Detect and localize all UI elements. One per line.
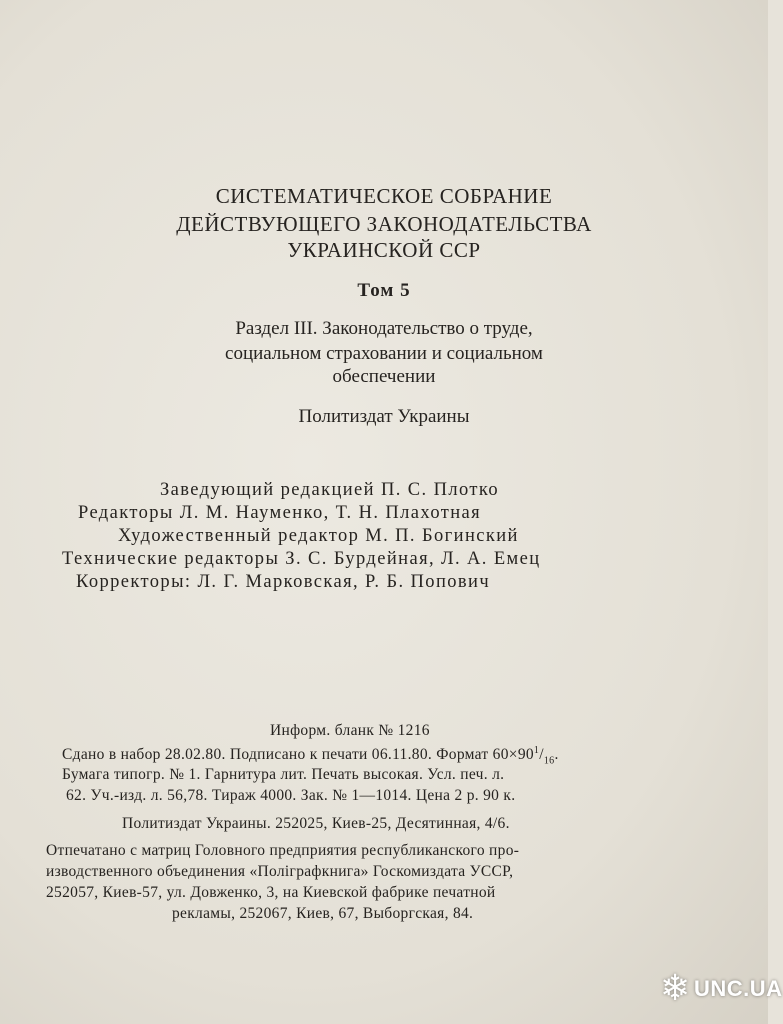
title-line-1: СИСТЕМАТИЧЕСКОЕ СОБРАНИЕ	[215, 184, 553, 208]
section-line-2: социальном страховании и социальном	[225, 343, 543, 364]
printed-line-1: Отпечатано с матриц Головного предприятия республиканского про-	[46, 842, 520, 859]
staff-line-3: Художественный редактор М. П. Богинский	[118, 526, 519, 546]
format-end: .	[554, 746, 559, 764]
imprint-line-3: 62. Уч.-изд. л. 56,78. Тираж 4000. Зак. № 1—1014. Цена 2 р. 90 к.	[66, 787, 516, 804]
section-line-3: обеспечении	[332, 366, 436, 387]
printed-line-2: изводственного объединения «Поліграфкнига» Госкомиздата УССР,	[46, 863, 514, 880]
staff-line-4: Технические редакторы З. С. Бурдейная, Л. А. Емец	[62, 549, 541, 569]
snowflake-icon: ❄	[660, 967, 691, 1008]
imprint-line-2: Бумага типогр. № 1. Гарнитура лит. Печать высокая. Усл. печ. л.	[62, 766, 505, 783]
staff-line-2: Редакторы Л. М. Науменко, Т. Н. Плахотная	[78, 503, 482, 523]
printed-line-4: рекламы, 252067, Киев, 67, Выборгская, 84.	[172, 905, 474, 922]
printed-line-3: 252057, Киев-57, ул. Довженко, 3, на Киевской фабрике печатной	[46, 884, 496, 901]
watermark-text: UNC.UA	[694, 976, 783, 1001]
inform-blank: Информ. бланк № 1216	[270, 722, 430, 739]
format-numerator: 1	[533, 745, 540, 756]
imprint-line-1-main: Сдано в набор 28.02.80. Подписано к печати 06.11.80. Формат 60×90	[62, 746, 534, 764]
title-line-3: УКРАИНСКОЙ ССР	[287, 238, 481, 262]
watermark	[660, 967, 783, 1018]
publisher-address: Политиздат Украины. 252025, Киев-25, Десятинная, 4/6.	[122, 815, 510, 832]
staff-line-5: Корректоры: Л. Г. Марковская, Р. Б. Попович	[76, 572, 491, 592]
title-line-2: ДЕЙСТВУЮЩЕГО ЗАКОНОДАТЕЛЬСТВА	[176, 212, 592, 236]
format-slash: /	[539, 746, 544, 764]
staff-line-1: Заведующий редакцией П. С. Плотко	[160, 480, 499, 500]
publisher-name: Политиздат Украины	[298, 406, 470, 427]
imprint-line-1	[62, 745, 559, 766]
format-denominator: 16	[543, 755, 555, 767]
section-line-1: Раздел III. Законодательство о труде,	[235, 318, 533, 339]
volume-label: Том 5	[357, 280, 411, 301]
